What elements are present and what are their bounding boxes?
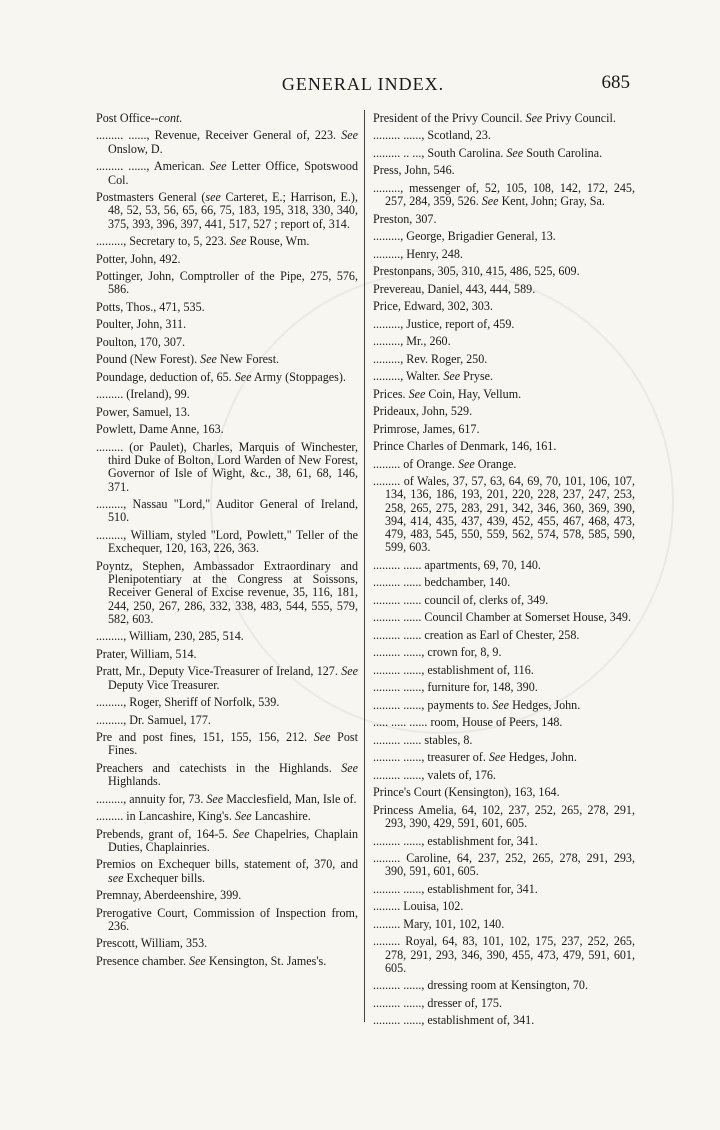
index-entry: Preston, 307. (373, 211, 437, 226)
index-entry: Prevereau, Daniel, 443, 444, 589. (373, 281, 536, 296)
index-entry: ......... ......, Revenue, Receiver General of, 223. See Onslow, D. (96, 128, 358, 156)
index-entry: Primrose, James, 617. (373, 421, 480, 436)
index-entry: Press, John, 546. (373, 163, 455, 178)
index-entry: ......... ......, crown for, 8, 9. (373, 645, 502, 660)
index-entry: ........., Walter. See Pryse. (373, 369, 494, 384)
index-entry: Price, Edward, 302, 303. (373, 299, 493, 314)
right-index-column (373, 112, 635, 1032)
index-entry: ......... Royal, 64, 83, 101, 102, 175, 237, 252, 265, 278, 291, 293, 346, 390, 455, 473, 479, 591, 601, 605. (373, 934, 635, 975)
index-entry: Postmasters General (see Carteret, E.; Harrison, E.), 48, 52, 53, 56, 65, 66, 75, 183, 195, 318, 330, 340, 375, 393, 396, 397, 441, 517, 527 ; report of, 314. (96, 190, 358, 231)
index-entry: ......... ......, dressing room at Kensington, 70. (373, 978, 588, 993)
index-entry: Preachers and catechists in the Highlands. See Highlands. (96, 760, 358, 789)
index-entry: ......... ...... stables, 8. (373, 732, 473, 747)
index-entry: Potts, Thos., 471, 535. (96, 299, 205, 314)
index-entry: ......... in Lancashire, King's. See Lancashire. (96, 809, 311, 824)
index-entry: Poundage, deduction of, 65. See Army (Stoppages). (96, 369, 346, 384)
index-entry: Power, Samuel, 13. (96, 404, 190, 419)
index-entry: ......... Caroline, 64, 237, 252, 265, 278, 291, 293, 390, 591, 601, 605. (373, 851, 635, 879)
left-index-column (96, 112, 358, 972)
index-entry: ......... .. ..., South Carolina. See South Carolina. (373, 145, 603, 160)
index-entry: ......... ......, payments to. See Hedges, John. (373, 697, 581, 712)
index-entry: Pre and post fines, 151, 155, 156, 212. See Post Fines. (96, 730, 358, 758)
index-entry: ......... Mary, 101, 102, 140. (373, 916, 505, 931)
index-entry: Post Office--cont. (96, 111, 183, 125)
index-entry: ......... ...... Council Chamber at Somerset House, 349. (373, 610, 631, 625)
index-entry: ........., annuity for, 73. See Macclesfield, Man, Isle of. (96, 791, 357, 806)
index-entry: ........., messenger of, 52, 105, 108, 142, 172, 245, 257, 284, 359, 526. See Kent, John; Gray, Sa. (373, 180, 635, 209)
index-entry: ......... ......, dresser of, 175. (373, 995, 502, 1010)
index-entry: ......... ......, treasurer of. See Hedges, John. (373, 750, 577, 765)
index-entry: ........., William, styled "Lord, Powlett," Teller of the Exchequer, 120, 163, 226, 363. (96, 527, 358, 556)
index-entry: ......... ......, establishment of, 341. (373, 1013, 535, 1028)
index-entry: Prices. See Coin, Hay, Vellum. (373, 386, 522, 401)
index-entry: ......... ......, Scotland, 23. (373, 128, 491, 143)
index-entry: Premios on Exchequer bills, statement of, 370, and see Exchequer bills. (96, 857, 358, 885)
index-entry: ..... ..... ...... room, House of Peers, 148. (373, 715, 563, 730)
index-entry: ........., Justice, report of, 459. (373, 316, 515, 331)
index-entry: Pottinger, John, Comptroller of the Pipe, 275, 576, 586. (96, 269, 358, 297)
index-entry: Prerogative Court, Commission of Inspection from, 236. (96, 905, 358, 933)
index-entry: ......... ......, establishment for, 341. (373, 881, 538, 896)
index-entry: Prebends, grant of, 164-5. See Chapelries, Chaplain Duties, Chaplainries. (96, 826, 359, 854)
index-entry: ........., Dr. Samuel, 177. (96, 712, 211, 727)
index-entry: Presence chamber. See Kensington, St. James's. (96, 953, 327, 968)
index-entry: ......... (or Paulet), Charles, Marquis of Winchester, third Duke of Bolton, Lord Warden of New Forest, Governor of Isle of Wight, &c., 38, 61, 68, 146, 371. (96, 439, 358, 494)
index-entry: ......... ......, valets of, 176. (373, 767, 496, 782)
index-entry: ........., William, 230, 285, 514. (96, 629, 244, 644)
index-entry: Prater, William, 514. (96, 646, 197, 661)
index-entry: President of the Privy Council. See Privy Council. (373, 111, 616, 125)
index-entry: Prestonpans, 305, 310, 415, 486, 525, 609. (373, 264, 580, 279)
index-entry: Prescott, William, 353. (96, 936, 208, 951)
index-entry: Powlett, Dame Anne, 163. (96, 422, 224, 437)
index-entry: ......... (Ireland), 99. (96, 387, 190, 402)
index-entry: Poulton, 170, 307. (96, 334, 186, 349)
index-entry: ........., Roger, Sheriff of Norfolk, 539. (96, 695, 280, 710)
index-entry: Prince Charles of Denmark, 146, 161. (373, 439, 557, 454)
index-entry: Poyntz, Stephen, Ambassador Extraordinary and Plenipotentiary at the Congress at Soissons, Receiver General of Excise revenue, 35, 116, 181, 244, 250, 267, 286, 332, 338, 483, 544, 555, 579, 582, 603. (96, 558, 358, 626)
index-entry: ........., George, Brigadier General, 13. (373, 229, 556, 244)
index-entry: Prideaux, John, 529. (373, 404, 473, 419)
page-number: 685 (601, 72, 630, 93)
index-entry: ........., Nassau "Lord," Auditor General of Ireland, 510. (96, 497, 358, 525)
index-entry: ......... Louisa, 102. (373, 899, 464, 914)
index-entry: ......... of Orange. See Orange. (373, 456, 517, 471)
index-entry: Pound (New Forest). See New Forest. (96, 352, 280, 367)
index-entry: ......... of Wales, 37, 57, 63, 64, 69, 70, 101, 106, 107, 134, 136, 186, 193, 201, 220, 228, 237, 247, 253, 258, 265, 275, 283, 291, 342, 346, 360, 369, 390, 394, 414, 435, 437, 439, 452, 455, 467, 468, 473, 479, 483, 545, 550, 559, 562, 574, 578, 585, 590, 599, 603. (373, 473, 635, 555)
index-entry: Pratt, Mr., Deputy Vice-Treasurer of Ireland, 127. See Deputy Vice Treasurer. (96, 664, 358, 692)
index-entry: Poulter, John, 311. (96, 317, 187, 332)
page-title: GENERAL INDEX. (281, 74, 445, 94)
index-entry: ......... ...... council of, clerks of, 349. (373, 592, 549, 607)
index-entry: Premnay, Aberdeenshire, 399. (96, 888, 242, 903)
index-entry: Princess Amelia, 64, 102, 237, 252, 265, 278, 291, 293, 390, 429, 591, 601, 605. (373, 802, 635, 831)
column-divider (364, 110, 365, 1022)
index-entry: ......... ......, furniture for, 148, 390. (373, 680, 538, 695)
index-entry: ........., Secretary to, 5, 223. See Rouse, Wm. (96, 234, 310, 249)
page-header (96, 72, 630, 100)
index-entry: Prince's Court (Kensington), 163, 164. (373, 785, 560, 800)
index-entry: ......... ......, establishment of, 116. (373, 662, 534, 677)
index-entry: ......... ...... creation as Earl of Chester, 258. (373, 627, 580, 642)
index-entry: ........., Mr., 260. (373, 334, 451, 349)
index-entry: ........., Henry, 248. (373, 246, 463, 261)
index-entry: Potter, John, 492. (96, 251, 181, 266)
index-entry: ......... ...... apartments, 69, 70, 140. (373, 557, 541, 572)
index-entry: ......... ......, American. See Letter Office, Spotswood Col. (96, 159, 359, 187)
index-entry: ........., Rev. Roger, 250. (373, 351, 488, 366)
index-entry: ......... ......, establishment for, 341. (373, 833, 538, 848)
index-entry: ......... ...... bedchamber, 140. (373, 575, 511, 590)
